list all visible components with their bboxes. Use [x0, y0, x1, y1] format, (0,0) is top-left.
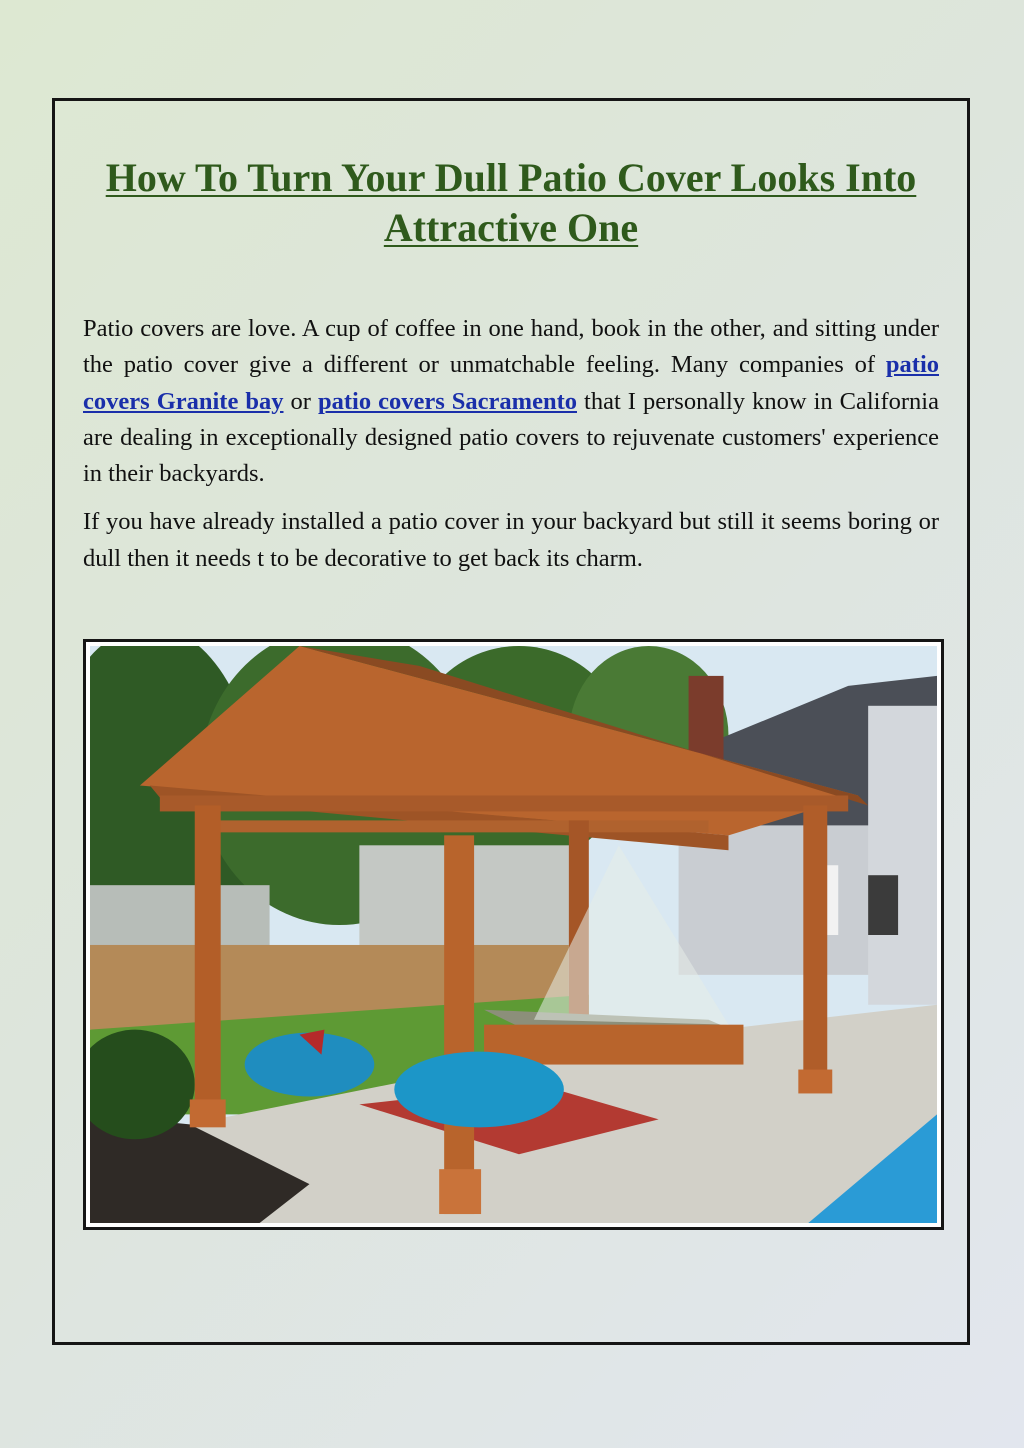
- paragraph-2: If you have already installed a patio cover in your backyard but still it seems boring or dull then it needs t to be decorative to get back its charm.: [83, 508, 939, 572]
- paragraph-1-rest: that I personally know in California are dealing in exceptionally designed patio covers to rejuvenate customers' experience in their backyards.: [83, 387, 939, 488]
- page-title: How To Turn Your Dull Patio Cover Looks Into Attractive One: [105, 155, 917, 250]
- patio-cover-photo: [83, 639, 944, 1230]
- link-patio-covers-sacramento[interactable]: patio covers Sacramento: [317, 387, 577, 415]
- paragraph-1-conjunction: or: [283, 387, 318, 415]
- link-patio-covers-granite-bay[interactable]: patio covers Granite bay: [83, 351, 939, 415]
- paragraph-1: [83, 311, 939, 492]
- patio-pergola-illustration: [90, 646, 937, 1223]
- article-body: [83, 311, 939, 589]
- page-frame: [52, 98, 970, 1345]
- paragraph-1-intro: Patio covers are love. A cup of coffee in one hand, book in the other, and sitting under the patio cover give a different or unmatchable feeling. Many companies of: [83, 315, 939, 379]
